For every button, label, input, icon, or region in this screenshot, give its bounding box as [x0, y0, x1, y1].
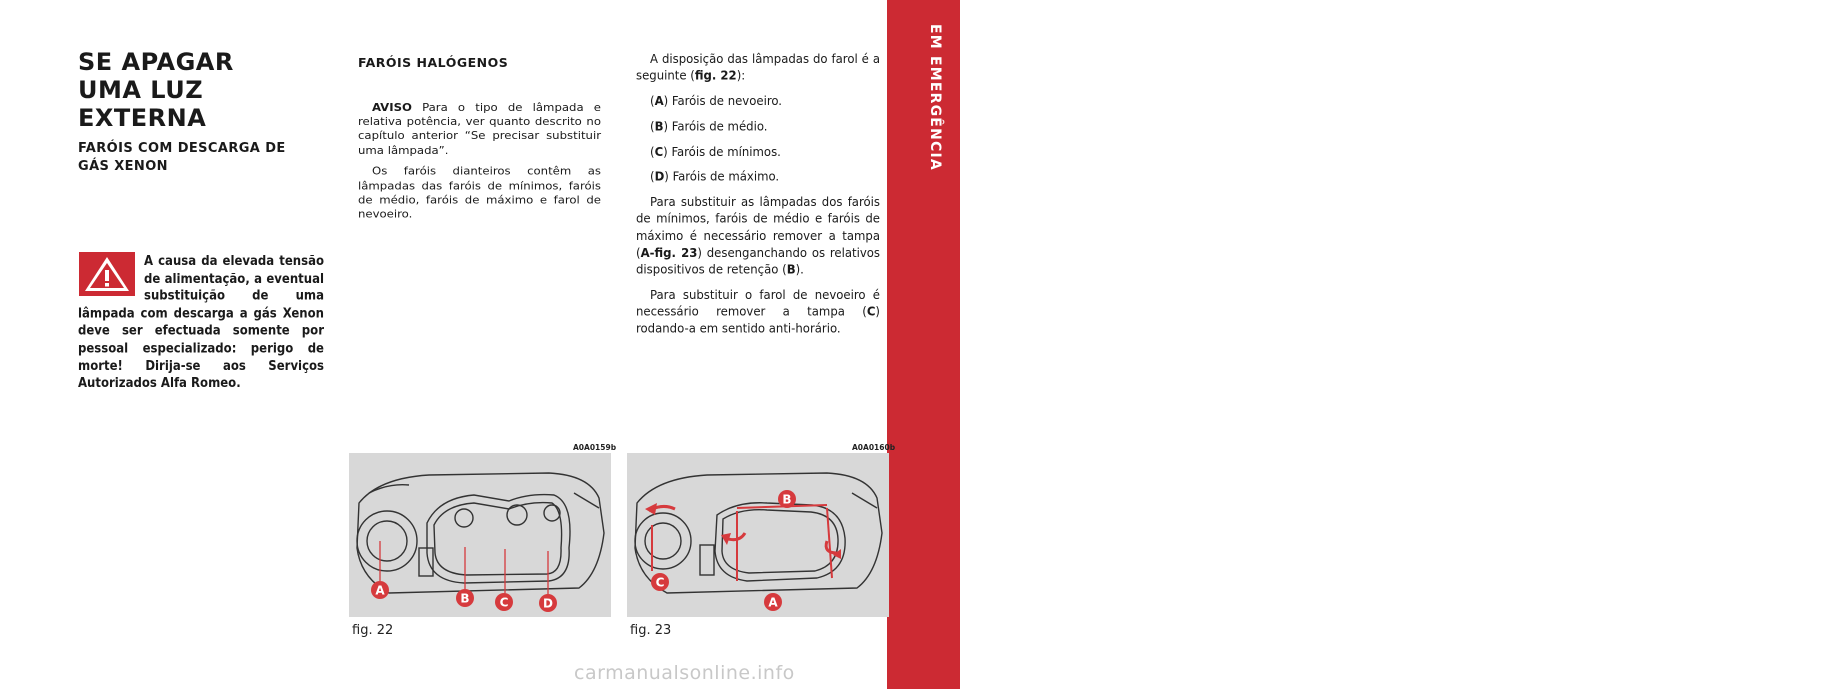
section-tab-label	[899, 12, 949, 252]
replace-text-2a: Para substituir o farol de nevoeiro é necessário remover a tampa (	[636, 287, 880, 320]
list-item-text: Faróis de mínimos.	[671, 144, 781, 160]
watermark: carmanualsonline.info	[574, 662, 795, 684]
replace-key-1: B	[786, 262, 796, 278]
list-item: (A) Faróis de nevoeiro.	[650, 94, 782, 109]
xenon-subheading-line-2: GÁS XENON	[78, 159, 168, 174]
fig22-label-b: B	[460, 591, 470, 606]
fig23-caption: fig. 23	[630, 623, 672, 638]
list-item-text: Faróis de médio.	[671, 119, 768, 135]
fig22-caption: fig. 22	[352, 623, 394, 638]
fig22-label-d: D	[543, 596, 553, 611]
layout-intro-end: ):	[736, 68, 746, 84]
halogen-column	[358, 101, 601, 229]
section-tab-text: EM EMERGÊNCIA	[927, 24, 943, 171]
list-item-key: A	[654, 94, 664, 109]
notice-text: Para o tipo de lâmpada e relativa potência, ver quanto descrito no capítulo anterior “Se precisar substituir uma lâmpada”.	[358, 101, 602, 157]
list-item: (D) Faróis de máximo.	[650, 169, 780, 185]
bulb-layout-column	[636, 51, 880, 346]
replace-text-1a: Para substituir as lâmpadas dos faróis de mínimos, faróis de médio e faróis de máximo é necessário remover a tampa (	[636, 195, 880, 261]
fig22-code: A0A0159b	[573, 443, 617, 452]
list-item-text: Faróis de nevoeiro.	[671, 94, 782, 109]
list-item-text: Faróis de máximo.	[672, 169, 780, 185]
section-tab	[887, 0, 1837, 689]
replace-text-2b: ) rodando-a em sentido anti-horário.	[636, 304, 880, 337]
xenon-subheading-line-1: FARÓIS COM DESCARGA DE	[78, 141, 286, 156]
halogen-subheading: FARÓIS HALÓGENOS	[358, 55, 509, 70]
layout-intro: A disposição das lâmpadas do farol é a seguinte (	[636, 51, 880, 84]
xenon-subheading	[78, 140, 338, 176]
list-item: (C) Faróis de mínimos.	[650, 144, 781, 160]
figure-22	[349, 453, 611, 617]
list-item-key: B	[654, 119, 664, 135]
figure-23	[627, 453, 889, 617]
layout-intro-ref: fig. 22	[694, 68, 737, 84]
replace-paragraph-1	[636, 194, 880, 278]
fig23-label-b: B	[782, 492, 792, 507]
replace-text-1b: ) desenganchando os relativos dispositivos de retenção (	[636, 245, 880, 278]
fig23-label-a: A	[768, 595, 778, 610]
xenon-warning-text: A causa da elevada tensão de alimentação, a eventual substituição de uma lâmpada com descarga a gás Xenon deve ser efectuada somente por pessoal especializado: perigo de morte! Dirija-se aos Serviços Autorizados Alfa Romeo.	[78, 253, 324, 392]
list-item: (B) Faróis de médio.	[650, 119, 768, 135]
replace-key-2: C	[866, 304, 876, 320]
replace-paragraph-2	[636, 287, 880, 338]
fig22-label-c: C	[499, 595, 509, 610]
list-item-key: C	[654, 144, 664, 160]
main-heading-line-1: SE APAGAR	[78, 48, 234, 76]
page-number: 195	[1783, 610, 1837, 639]
fig23-label-c: C	[655, 575, 665, 590]
replace-ref: A-fig. 23	[640, 245, 698, 261]
fig22-label-a: A	[375, 583, 385, 598]
list-item-key: D	[654, 169, 665, 185]
halogen-paragraph: Os faróis dianteiros contêm as lâmpadas das faróis de mínimos, faróis de médio, faróis de máximo e farol de nevoeiro.	[358, 165, 601, 221]
replace-text-1c: ).	[795, 262, 804, 278]
main-heading	[78, 48, 338, 132]
xenon-warning	[78, 253, 324, 393]
fig23-code: A0A0160b	[852, 443, 896, 452]
main-heading-line-2: UMA LUZ EXTERNA	[78, 76, 207, 132]
notice-label: AVISO	[372, 101, 412, 115]
